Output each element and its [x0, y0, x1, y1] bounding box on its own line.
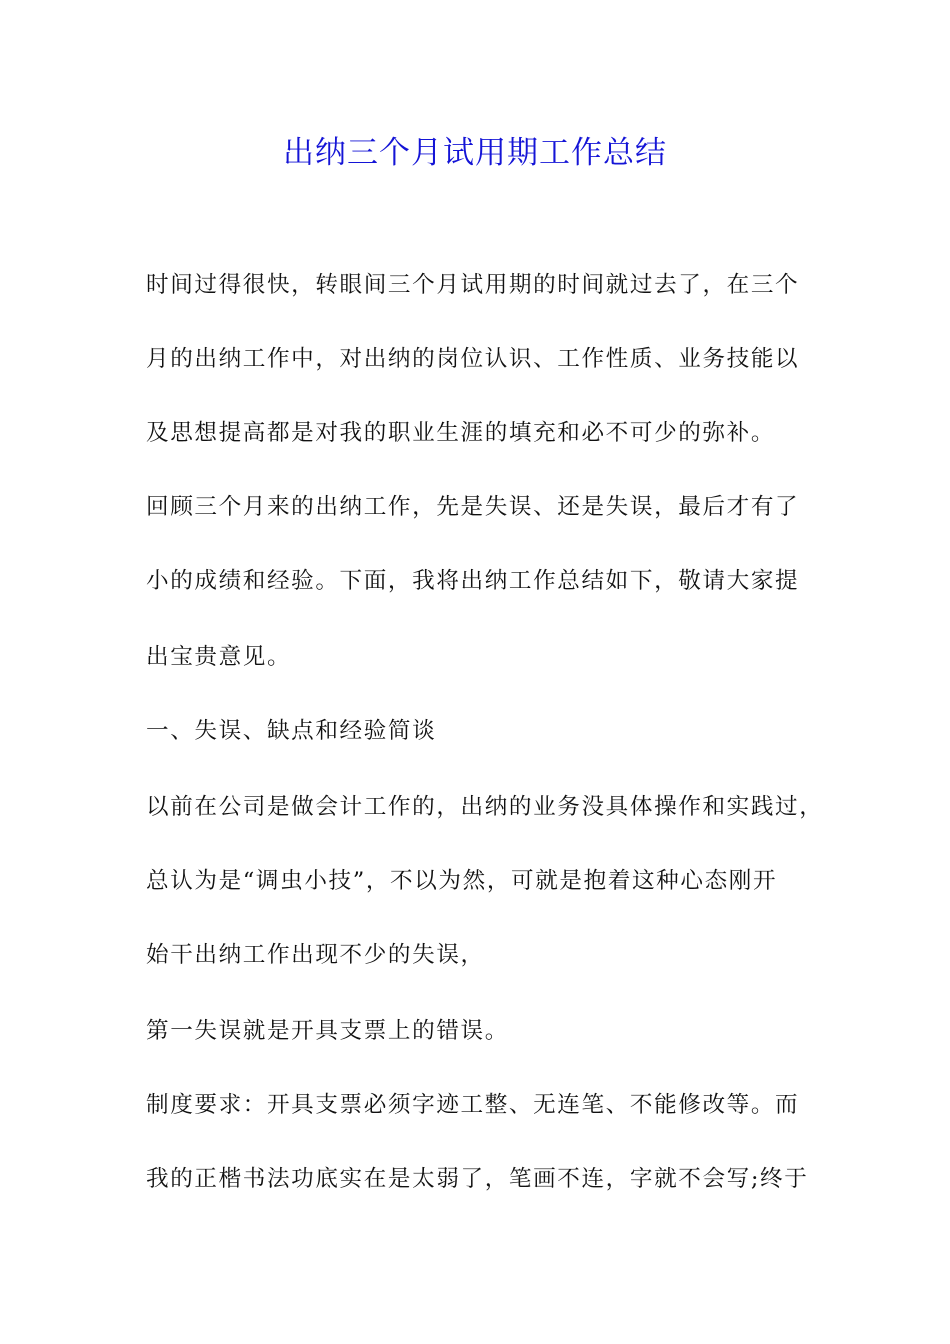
paragraph-line: 始干出纳工作出现不少的失误， [146, 942, 485, 968]
paragraph-line: 我的正楷书法功底实在是太弱了，笔画不连，字就不会写;终于 [146, 1166, 809, 1192]
paragraph-line: 以前在公司是做会计工作的，出纳的业务没具体操作和实践过， [146, 794, 824, 820]
document-title: 出纳三个月试用期工作总结 [283, 135, 667, 171]
paragraph-line: 第一失误就是开具支票上的错误。 [146, 1018, 509, 1044]
paragraph-line: 及思想提高都是对我的职业生涯的填充和必不可少的弥补。 [146, 420, 776, 446]
paragraph-line: 回顾三个月来的出纳工作，先是失误、还是失误，最后才有了 [146, 494, 800, 520]
section-heading: 一、失误、缺点和经验简谈 [146, 718, 437, 744]
paragraph-line: 月的出纳工作中，对出纳的岗位认识、工作性质、业务技能以 [146, 346, 800, 372]
paragraph-line: 总认为是“调虫小技”，不以为然，可就是抱着这种心态刚开 [146, 868, 778, 894]
paragraph-line: 制度要求：开具支票必须字迹工整、无连笔、不能修改等。而 [146, 1092, 800, 1118]
paragraph-line: 小的成绩和经验。下面，我将出纳工作总结如下，敬请大家提 [146, 568, 800, 594]
paragraph-line: 时间过得很快，转眼间三个月试用期的时间就过去了，在三个 [146, 272, 800, 298]
paragraph-line: 出宝贵意见。 [146, 644, 292, 670]
